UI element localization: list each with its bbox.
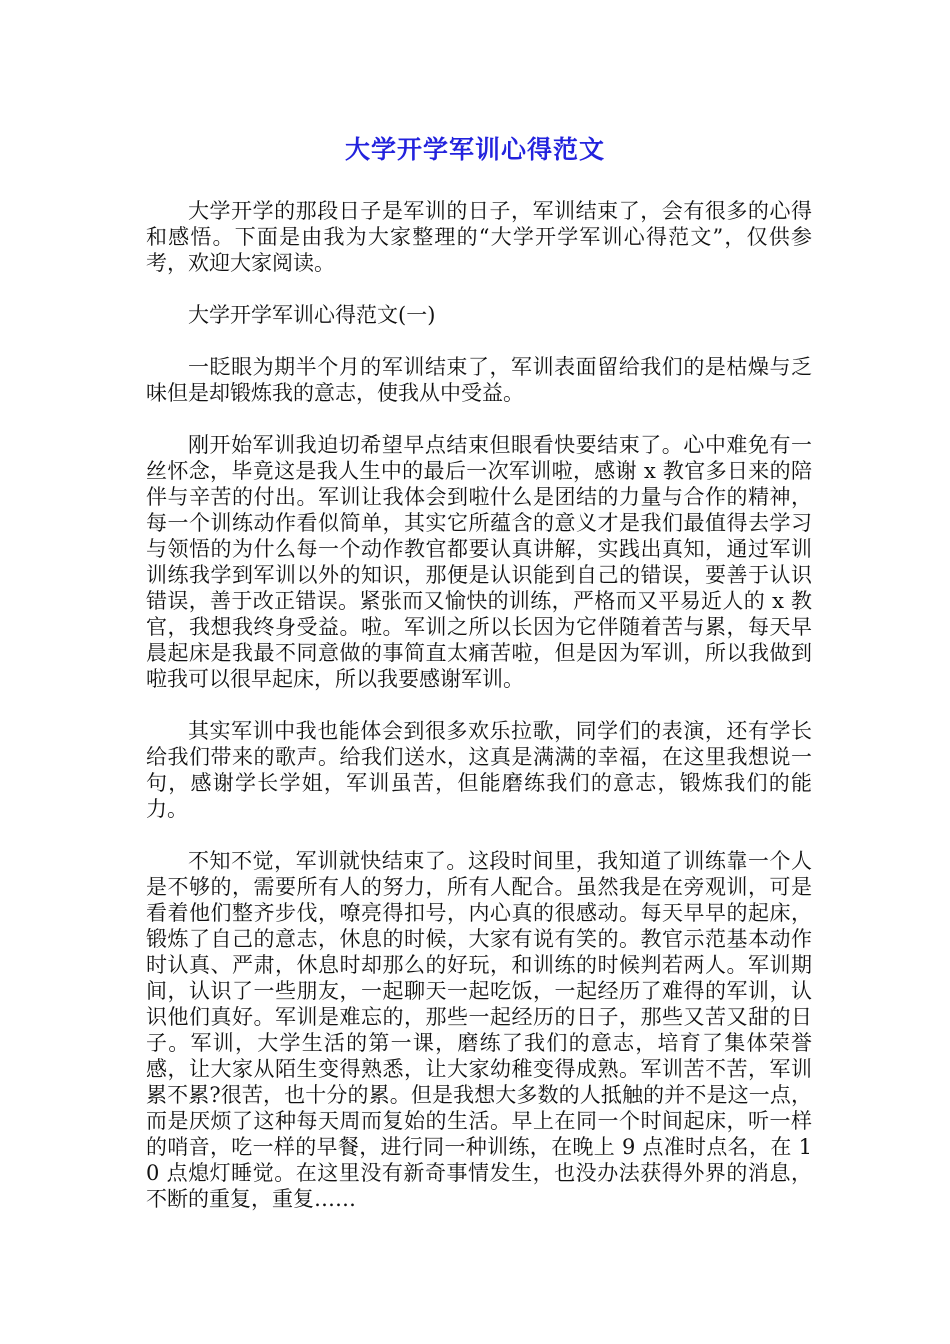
document-title: 大学开学军训心得范文: [344, 135, 605, 164]
body-paragraph: 其实军训中我也能体会到很多欢乐拉歌，同学们的表演，还有学长给我们带来的歌声。给我们送水，这真是满满的幸福，在这里我想说一句，感谢学长学姐，军训虽苦，但能磨练我们的意志，锻炼我们的能力。: [146, 719, 812, 821]
body-paragraph: 刚开始军训我迫切希望早点结束但眼看快要结束了。心中难免有一丝怀念，毕竟这是我人生中的最后一次军训啦，感谢 x 教官多日来的陪伴与辛苦的付出。军训让我体会到啦什么是团结的力量与合作的精神，每一个训练动作看似简单，其实它所蕴含的意义才是我们最值得去学习与领悟的为什么每一个动作教官都要认真讲解，实践出真知，通过军训训练我学到军训以外的知识，那便是认识能到自己的错误，要善于认识错误，善于改正错误。紧张而又愉快的训练，严格而又平易近人的 x 教官，我想我终身受益。啦。军训之所以长因为它伴随着苦与累，每天早晨起床是我最不同意做的事简直太痛苦啦，但是因为军训，所以我做到啦我可以很早起床，所以我要感谢军训。: [146, 433, 812, 691]
intro-paragraph: 大学开学的那段日子是军训的日子，军训结束了，会有很多的心得和感悟。下面是由我为大家整理的“大学开学军训心得范文”，仅供参考，欢迎大家阅读。: [146, 199, 812, 275]
document-body: [146, 198, 812, 1238]
section-heading: 大学开学军训心得范文(一): [188, 303, 436, 327]
body-paragraph: 不知不觉，军训就快结束了。这段时间里，我知道了训练靠一个人是不够的，需要所有人的努力，所有人配合。虽然我是在旁观训，可是看着他们整齐步伐，嘹亮得扣号，内心真的很感动。每天早早的起床，锻炼了自己的意志，休息的时候，大家有说有笑的。教官示范基本动作时认真、严肃，休息时却那么的好玩，和训练的时候判若两人。军训期间，认识了一些朋友，一起聊天一起吃饭，一起经历了难得的军训，认识他们真好。军训是难忘的，那些一起经历的日子，那些又苦又甜的日子。军训，大学生活的第一课，磨练了我们的意志，培育了集体荣誉感，让大家从陌生变得熟悉，让大家幼稚变得成熟。军训苦不苦，军训累不累?很苦，也十分的累。但是我想大多数的人抵触的并不是这一点，而是厌烦了这种每天周而复始的生活。早上在同一个时间起床，听一样的哨音，吃一样的早餐，进行同一种训练，在晚上 9 点准时点名，在 10 点熄灯睡觉。在这里没有新奇事情发生，也没办法获得外界的消息，不断的重复，重复……: [146, 849, 812, 1211]
body-paragraph: 一眨眼为期半个月的军训结束了，军训表面留给我们的是枯燥与乏味但是却锻炼我的意志，使我从中受益。: [146, 355, 812, 405]
